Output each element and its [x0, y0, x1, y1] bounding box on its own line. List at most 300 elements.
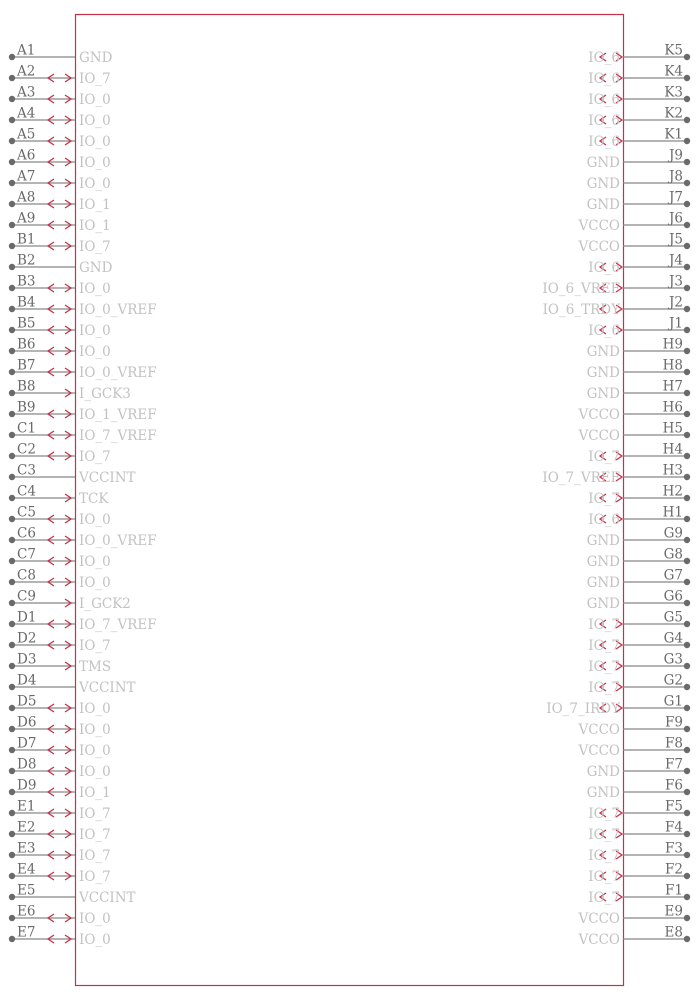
pin-endpoint-dot [9, 474, 15, 480]
pin-h4 [588, 442, 690, 466]
pin-j4 [588, 253, 690, 277]
pin-number: B8 [17, 378, 36, 395]
pin-number: E5 [17, 882, 36, 899]
pin-g2 [588, 673, 690, 697]
pin-name-label: IO_0 [79, 911, 111, 927]
pin-endpoint-dot [684, 495, 690, 501]
pin-endpoint-dot [684, 747, 690, 753]
pin-name-label: IO_0 [79, 155, 111, 171]
pin-name-label: VCCINT [79, 680, 136, 696]
pin-a6 [9, 148, 111, 172]
pin-number: C4 [17, 483, 36, 500]
pin-endpoint-dot [9, 747, 15, 753]
pin-number: D1 [17, 609, 37, 626]
pin-name-label: IO_0_VREF [79, 365, 157, 381]
pin-name-label: GND [586, 365, 620, 381]
pin-endpoint-dot [684, 117, 690, 123]
pin-number: J6 [668, 210, 683, 227]
pin-endpoint-dot [684, 411, 690, 417]
pin-name-label: IO_7 [79, 239, 111, 255]
pin-endpoint-dot [684, 915, 690, 921]
pin-a3 [9, 85, 111, 109]
pin-number: G7 [663, 567, 683, 584]
pin-number: G5 [663, 609, 683, 626]
pin-j2 [543, 295, 691, 319]
pin-k4 [588, 64, 690, 88]
pin-number: H2 [662, 483, 683, 500]
pin-d1 [9, 610, 157, 634]
pin-name-label: GND [586, 344, 620, 360]
pin-endpoint-dot [684, 810, 690, 816]
pin-endpoint-dot [684, 558, 690, 564]
pin-d5 [9, 694, 111, 718]
pin-number: E4 [17, 861, 36, 878]
pin-name-label: I_GCK3 [79, 386, 131, 402]
pin-endpoint-dot [684, 873, 690, 879]
pin-name-label: IO_1 [79, 218, 111, 234]
pin-e3 [9, 841, 111, 865]
pin-k3 [588, 85, 690, 109]
pin-endpoint-dot [684, 222, 690, 228]
pin-number: E2 [17, 819, 36, 836]
pin-number: E3 [17, 840, 36, 857]
pin-name-label: VCCO [578, 218, 620, 234]
pin-endpoint-dot [684, 264, 690, 270]
pin-h2 [588, 484, 690, 508]
pin-endpoint-dot [9, 558, 15, 564]
pin-name-label: IO_7 [588, 449, 620, 465]
pin-j7 [587, 190, 691, 214]
pin-h3 [542, 463, 690, 487]
pin-name-label: GND [586, 575, 620, 591]
pin-endpoint-dot [684, 285, 690, 291]
pin-b8 [9, 379, 131, 403]
pin-f3 [588, 841, 690, 865]
pin-number: J2 [668, 294, 683, 311]
pin-name-label: IO_0 [79, 701, 111, 717]
pin-endpoint-dot [684, 705, 690, 711]
pin-name-label: IO_7 [588, 638, 620, 654]
pin-g5 [588, 610, 690, 634]
pin-number: F1 [665, 882, 683, 899]
pin-name-label: IO_7 [79, 638, 111, 654]
pin-endpoint-dot [684, 348, 690, 354]
pin-endpoint-dot [684, 159, 690, 165]
component-body [76, 15, 624, 986]
pin-name-label: GND [586, 785, 620, 801]
pin-endpoint-dot [9, 159, 15, 165]
pin-c6 [9, 526, 157, 550]
pin-number: G1 [663, 693, 683, 710]
pin-number: F8 [665, 735, 683, 752]
pin-number: J3 [668, 273, 683, 290]
pin-name-label: IO_0 [79, 134, 111, 150]
pin-name-label: VCCO [578, 722, 620, 738]
pin-number: F9 [665, 714, 683, 731]
pin-name-label: IO_6 [588, 92, 620, 108]
pin-a8 [9, 190, 111, 214]
pin-number: F4 [665, 819, 683, 836]
pin-a7 [9, 169, 111, 193]
pin-endpoint-dot [684, 663, 690, 669]
pin-e4 [9, 862, 111, 886]
pin-name-label: IO_0 [79, 575, 111, 591]
pin-endpoint-dot [684, 936, 690, 942]
pin-e2 [9, 820, 111, 844]
pin-name-label: GND [586, 176, 620, 192]
pin-j1 [588, 316, 690, 340]
pin-d6 [9, 715, 111, 739]
pin-endpoint-dot [684, 453, 690, 459]
pin-number: F5 [665, 798, 683, 815]
pin-g7 [587, 568, 691, 592]
pin-name-label: IO_7 [79, 869, 111, 885]
pin-name-label: GND [586, 155, 620, 171]
pin-endpoint-dot [9, 915, 15, 921]
pin-g6 [587, 589, 691, 613]
pin-number: J1 [668, 315, 683, 332]
pin-number: A3 [17, 84, 36, 101]
pin-endpoint-dot [9, 810, 15, 816]
pin-name-label: IO_7 [588, 869, 620, 885]
pin-j8 [587, 169, 691, 193]
pin-d4 [9, 673, 136, 697]
pin-endpoint-dot [684, 54, 690, 60]
pin-number: K5 [664, 42, 683, 59]
pin-f2 [588, 862, 690, 886]
pin-endpoint-dot [684, 516, 690, 522]
pin-name-label: IO_6 [588, 50, 620, 66]
pin-endpoint-dot [9, 75, 15, 81]
pin-number: H7 [662, 378, 683, 395]
pin-endpoint-dot [9, 264, 15, 270]
pin-name-label: VCCO [578, 932, 620, 948]
pin-endpoint-dot [684, 537, 690, 543]
pin-g8 [587, 547, 691, 571]
pin-name-label: GND [586, 197, 620, 213]
pin-number: H8 [662, 357, 683, 374]
pin-number: B4 [17, 294, 36, 311]
pin-endpoint-dot [9, 201, 15, 207]
pin-endpoint-dot [9, 390, 15, 396]
pin-number: C8 [17, 567, 36, 584]
pin-j5 [578, 232, 691, 256]
pin-endpoint-dot [9, 936, 15, 942]
pin-endpoint-dot [684, 390, 690, 396]
pin-number: A4 [17, 105, 36, 122]
pin-name-label: I_GCK2 [79, 596, 131, 612]
pin-endpoint-dot [684, 789, 690, 795]
pin-h1 [588, 505, 690, 529]
pin-name-label: TMS [79, 659, 112, 675]
pin-number: B2 [17, 252, 36, 269]
pin-number: H1 [662, 504, 683, 521]
pin-f8 [578, 736, 691, 760]
pin-c5 [9, 505, 111, 529]
pin-endpoint-dot [684, 306, 690, 312]
pin-k5 [588, 43, 690, 67]
pin-name-label: IO_7 [588, 617, 620, 633]
pin-h5 [578, 421, 691, 445]
right-pin-group [542, 43, 690, 949]
pin-h9 [587, 337, 691, 361]
pin-name-label: IO_7_VREF [79, 617, 157, 633]
pin-b9 [9, 400, 157, 424]
pin-number: E1 [17, 798, 36, 815]
pin-a5 [9, 127, 111, 151]
pin-endpoint-dot [684, 621, 690, 627]
pin-endpoint-dot [9, 222, 15, 228]
pin-name-label: IO_0 [79, 722, 111, 738]
pin-name-label: IO_6 [588, 113, 620, 129]
pin-a1 [9, 43, 113, 67]
pin-h7 [587, 379, 691, 403]
pin-number: C3 [17, 462, 36, 479]
pin-endpoint-dot [684, 852, 690, 858]
pin-number: D6 [17, 714, 37, 731]
pin-endpoint-dot [9, 642, 15, 648]
pin-name-label: IO_0_VREF [79, 302, 157, 318]
pin-number: D7 [17, 735, 37, 752]
pin-number: G2 [663, 672, 683, 689]
pin-endpoint-dot [9, 873, 15, 879]
pin-number: G8 [663, 546, 683, 563]
pin-number: E7 [17, 924, 36, 941]
pin-name-label: TCK [79, 491, 109, 507]
pin-k2 [588, 106, 690, 130]
pin-name-label: IO_0 [79, 554, 111, 570]
pin-number: C1 [17, 420, 36, 437]
pin-c2 [9, 442, 111, 466]
pin-number: A9 [17, 210, 36, 227]
pin-name-label: IO_1 [79, 197, 111, 213]
pin-name-label: IO_6 [588, 134, 620, 150]
pin-name-label: IO_7 [588, 680, 620, 696]
pin-name-label: IO_0 [79, 932, 111, 948]
pin-name-label: IO_7 [79, 449, 111, 465]
pin-name-label: IO_7 [588, 659, 620, 675]
pin-name-label: IO_7 [79, 848, 111, 864]
pin-b3 [9, 274, 111, 298]
pin-e9 [578, 904, 691, 928]
pin-endpoint-dot [9, 432, 15, 438]
pin-number: D2 [17, 630, 37, 647]
pin-name-label: IO_6_VREF [542, 281, 620, 297]
pin-endpoint-dot [9, 327, 15, 333]
pin-name-label: IO_6 [588, 71, 620, 87]
pin-number: D8 [17, 756, 37, 773]
pin-number: A1 [17, 42, 36, 59]
pin-g4 [588, 631, 690, 655]
pin-endpoint-dot [684, 432, 690, 438]
pin-name-label: IO_0 [79, 92, 111, 108]
pin-endpoint-dot [9, 516, 15, 522]
pin-number: E8 [664, 924, 683, 941]
pin-endpoint-dot [9, 894, 15, 900]
pin-endpoint-dot [684, 642, 690, 648]
pin-e7 [9, 925, 111, 949]
pin-number: F3 [665, 840, 683, 857]
pin-endpoint-dot [684, 684, 690, 690]
pin-h8 [587, 358, 691, 382]
pin-number: B7 [17, 357, 36, 374]
pin-endpoint-dot [9, 831, 15, 837]
pin-endpoint-dot [684, 201, 690, 207]
pin-b5 [9, 316, 111, 340]
pin-number: D4 [17, 672, 37, 689]
pin-f7 [587, 757, 691, 781]
pin-endpoint-dot [9, 306, 15, 312]
pin-name-label: IO_1 [79, 785, 111, 801]
pin-b1 [9, 232, 111, 256]
pin-number: H3 [662, 462, 683, 479]
pin-number: C7 [17, 546, 36, 563]
pin-d2 [9, 631, 111, 655]
pin-name-label: IO_6 [588, 512, 620, 528]
pin-name-label: IO_7 [79, 827, 111, 843]
pin-d9 [9, 778, 111, 802]
pin-c8 [9, 568, 111, 592]
pin-number: H4 [662, 441, 683, 458]
pin-endpoint-dot [9, 117, 15, 123]
pin-endpoint-dot [9, 768, 15, 774]
pin-number: A7 [17, 168, 36, 185]
pin-name-label: IO_0 [79, 764, 111, 780]
pin-endpoint-dot [684, 579, 690, 585]
pin-number: J8 [668, 168, 683, 185]
pin-d3 [9, 652, 111, 676]
pin-endpoint-dot [9, 684, 15, 690]
pin-name-label: IO_7_IRDY [546, 701, 620, 717]
pin-c9 [9, 589, 131, 613]
pin-name-label: IO_7 [588, 827, 620, 843]
pin-endpoint-dot [9, 537, 15, 543]
pin-name-label: GND [79, 50, 113, 66]
pin-name-label: VCCO [578, 407, 620, 423]
pin-endpoint-dot [9, 138, 15, 144]
pin-f4 [588, 820, 690, 844]
pin-j6 [578, 211, 691, 235]
pin-name-label: VCCO [578, 743, 620, 759]
pin-number: A2 [17, 63, 36, 80]
pin-endpoint-dot [684, 369, 690, 375]
pin-name-label: GND [586, 533, 620, 549]
pin-f1 [588, 883, 690, 907]
pin-number: E6 [17, 903, 36, 920]
pin-endpoint-dot [9, 54, 15, 60]
pin-number: C9 [17, 588, 36, 605]
pin-name-label: IO_6 [588, 260, 620, 276]
pin-number: K1 [664, 126, 683, 143]
pin-endpoint-dot [9, 96, 15, 102]
pin-endpoint-dot [9, 726, 15, 732]
pin-endpoint-dot [9, 285, 15, 291]
pin-name-label: IO_7 [79, 71, 111, 87]
pin-name-label: IO_0 [79, 512, 111, 528]
pin-name-label: VCCO [578, 239, 620, 255]
pin-e1 [9, 799, 111, 823]
pin-e8 [578, 925, 691, 949]
pin-number: F2 [665, 861, 683, 878]
pin-name-label: GND [586, 764, 620, 780]
pin-endpoint-dot [684, 831, 690, 837]
pin-e5 [9, 883, 136, 907]
pin-number: A8 [17, 189, 36, 206]
pin-number: A5 [17, 126, 36, 143]
pin-h6 [578, 400, 691, 424]
pin-number: G6 [663, 588, 683, 605]
pin-name-label: IO_7_VREF [542, 470, 620, 486]
pin-number: B9 [17, 399, 36, 416]
pin-f5 [588, 799, 690, 823]
pin-name-label: IO_0 [79, 176, 111, 192]
pin-number: G4 [663, 630, 683, 647]
pin-endpoint-dot [9, 663, 15, 669]
pin-endpoint-dot [684, 474, 690, 480]
pin-number: B6 [17, 336, 36, 353]
pin-name-label: IO_7 [588, 848, 620, 864]
pin-number: B3 [17, 273, 36, 290]
pin-endpoint-dot [684, 96, 690, 102]
pin-endpoint-dot [9, 579, 15, 585]
pin-name-label: IO_0 [79, 743, 111, 759]
pin-endpoint-dot [9, 705, 15, 711]
pin-name-label: VCCINT [79, 890, 136, 906]
pin-number: A6 [17, 147, 36, 164]
pin-name-label: VCCINT [79, 470, 136, 486]
pin-d8 [9, 757, 111, 781]
pin-endpoint-dot [684, 180, 690, 186]
pin-number: B1 [17, 231, 36, 248]
pin-g1 [546, 694, 690, 718]
pin-name-label: VCCO [578, 911, 620, 927]
left-pin-group [9, 43, 157, 949]
pin-number: G3 [663, 651, 683, 668]
pin-endpoint-dot [684, 327, 690, 333]
pin-name-label: GND [79, 260, 113, 276]
pin-number: J9 [668, 147, 683, 164]
pin-name-label: GND [586, 596, 620, 612]
pin-name-label: IO_0 [79, 281, 111, 297]
pin-number: H5 [662, 420, 683, 437]
pin-j9 [587, 148, 691, 172]
pin-g9 [587, 526, 691, 550]
pin-number: D5 [17, 693, 37, 710]
pin-number: F6 [665, 777, 683, 794]
pin-endpoint-dot [684, 894, 690, 900]
pin-name-label: IO_0 [79, 113, 111, 129]
pin-c1 [9, 421, 157, 445]
pin-e6 [9, 904, 111, 928]
pin-endpoint-dot [9, 348, 15, 354]
pin-a4 [9, 106, 111, 130]
pin-name-label: IO_7_VREF [79, 428, 157, 444]
pin-k1 [588, 127, 690, 151]
pin-endpoint-dot [9, 411, 15, 417]
pin-name-label: IO_7 [588, 890, 620, 906]
pin-b6 [9, 337, 111, 361]
pin-b2 [9, 253, 113, 277]
pin-number: J7 [668, 189, 683, 206]
pin-d7 [9, 736, 111, 760]
pin-name-label: IO_7 [588, 491, 620, 507]
pin-b7 [9, 358, 157, 382]
pin-endpoint-dot [684, 75, 690, 81]
pin-name-label: IO_6_TRDY [542, 302, 620, 318]
pin-endpoint-dot [684, 243, 690, 249]
pin-number: C2 [17, 441, 36, 458]
pin-g3 [588, 652, 690, 676]
